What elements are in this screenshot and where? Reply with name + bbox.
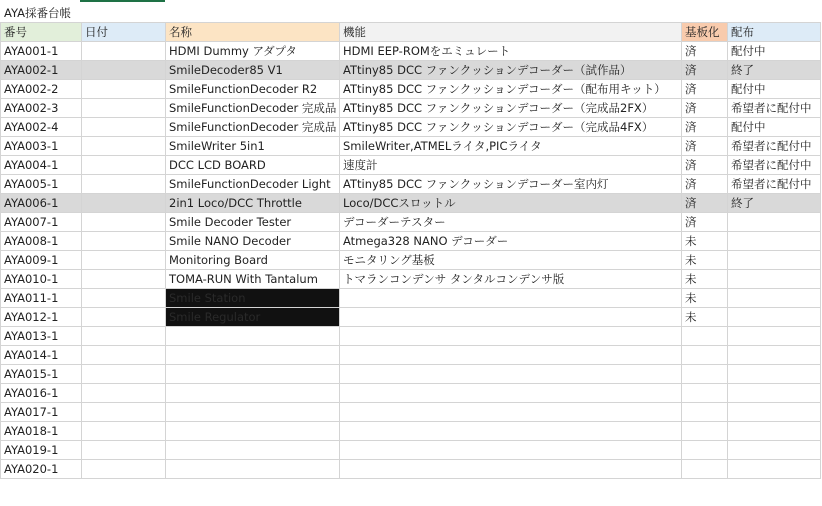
cell-distribution[interactable] xyxy=(728,346,821,365)
cell-id[interactable]: AYA018-1 xyxy=(1,422,82,441)
cell-board[interactable]: 済 xyxy=(682,42,728,61)
cell-function[interactable] xyxy=(340,327,682,346)
table-row xyxy=(1,460,821,479)
cell-id[interactable]: AYA015-1 xyxy=(1,365,82,384)
ledger-table xyxy=(0,22,821,479)
cell-name[interactable] xyxy=(166,384,340,403)
cell-function[interactable]: ATtiny85 DCC ファンクッションデコーダー（完成品2FX） xyxy=(340,99,682,118)
cell-id[interactable]: AYA016-1 xyxy=(1,384,82,403)
table-row xyxy=(1,308,821,327)
cell-distribution[interactable] xyxy=(728,270,821,289)
cell-distribution[interactable] xyxy=(728,327,821,346)
cell-date[interactable] xyxy=(82,118,166,137)
table-row xyxy=(1,270,821,289)
cell-distribution[interactable] xyxy=(728,232,821,251)
cell-id[interactable]: AYA002-2 xyxy=(1,80,82,99)
table-row xyxy=(1,42,821,61)
cell-id[interactable]: AYA020-1 xyxy=(1,460,82,479)
cell-id[interactable]: AYA007-1 xyxy=(1,213,82,232)
header-id[interactable]: 番号 xyxy=(1,23,82,42)
cell-function[interactable]: ATtiny85 DCC ファンクッションデコーダー（配布用キット） xyxy=(340,80,682,99)
table-row xyxy=(1,137,821,156)
cell-id[interactable]: AYA019-1 xyxy=(1,441,82,460)
cell-date[interactable] xyxy=(82,384,166,403)
cell-distribution[interactable]: 配付中 xyxy=(728,42,821,61)
cell-function[interactable] xyxy=(340,384,682,403)
cell-function[interactable]: ATtiny85 DCC ファンクッションデコーダー（完成品4FX） xyxy=(340,118,682,137)
cell-id[interactable]: AYA012-1 xyxy=(1,308,82,327)
cell-name[interactable]: HDMI Dummy アダプタ xyxy=(166,42,340,61)
table-row xyxy=(1,346,821,365)
table-row xyxy=(1,441,821,460)
cell-board[interactable]: 未 xyxy=(682,308,728,327)
cell-date[interactable] xyxy=(82,441,166,460)
cell-function[interactable]: デコーダーテスター xyxy=(340,213,682,232)
cell-id[interactable]: AYA013-1 xyxy=(1,327,82,346)
cell-date[interactable] xyxy=(82,194,166,213)
cell-function[interactable]: Loco/DCCスロットル xyxy=(340,194,682,213)
cell-function[interactable] xyxy=(340,365,682,384)
cell-distribution[interactable] xyxy=(728,384,821,403)
table-row xyxy=(1,232,821,251)
cell-distribution[interactable] xyxy=(728,422,821,441)
cell-board[interactable] xyxy=(682,346,728,365)
cell-distribution[interactable]: 終了 xyxy=(728,194,821,213)
cell-id[interactable]: AYA017-1 xyxy=(1,403,82,422)
cell-function[interactable] xyxy=(340,289,682,308)
cell-function[interactable]: SmileWriter,ATMELライタ,PICライタ xyxy=(340,137,682,156)
cell-function[interactable]: HDMI EEP-ROMをエミュレート xyxy=(340,42,682,61)
cell-board[interactable]: 済 xyxy=(682,80,728,99)
cell-function[interactable]: ATtiny85 DCC ファンクッションデコーダー室内灯 xyxy=(340,175,682,194)
table-row xyxy=(1,327,821,346)
table-row xyxy=(1,213,821,232)
cell-date[interactable] xyxy=(82,80,166,99)
cell-function[interactable]: トマランコンデンサ タンタルコンデンサ版 xyxy=(340,270,682,289)
cell-function[interactable] xyxy=(340,308,682,327)
cell-date[interactable] xyxy=(82,289,166,308)
cell-board[interactable] xyxy=(682,365,728,384)
cell-function[interactable]: モニタリング基板 xyxy=(340,251,682,270)
cell-id[interactable]: AYA004-1 xyxy=(1,156,82,175)
cell-id[interactable]: AYA002-3 xyxy=(1,99,82,118)
cell-id[interactable]: AYA003-1 xyxy=(1,137,82,156)
cell-board[interactable]: 済 xyxy=(682,61,728,80)
ledger-body xyxy=(1,23,821,479)
cell-distribution[interactable] xyxy=(728,213,821,232)
cell-date[interactable] xyxy=(82,232,166,251)
cell-id[interactable]: AYA008-1 xyxy=(1,232,82,251)
table-row xyxy=(1,80,821,99)
cell-name[interactable]: 2in1 Loco/DCC Throttle xyxy=(166,194,340,213)
cell-id[interactable]: AYA010-1 xyxy=(1,270,82,289)
cell-name[interactable]: SmileDecoder85 V1 xyxy=(166,61,340,80)
header-board[interactable]: 基板化 xyxy=(682,23,728,42)
cell-name[interactable]: TOMA-RUN With Tantalum xyxy=(166,270,340,289)
cell-name[interactable]: SmileFunctionDecoder 完成品 xyxy=(166,118,340,137)
cell-name[interactable]: SmileFunctionDecoder R2 xyxy=(166,80,340,99)
cell-date[interactable] xyxy=(82,61,166,80)
cell-board[interactable]: 未 xyxy=(682,232,728,251)
cell-distribution[interactable]: 希望者に配付中 xyxy=(728,156,821,175)
cell-name[interactable]: Monitoring Board xyxy=(166,251,340,270)
table-row xyxy=(1,99,821,118)
cell-board[interactable]: 済 xyxy=(682,194,728,213)
cell-distribution[interactable]: 配付中 xyxy=(728,118,821,137)
cell-name[interactable] xyxy=(166,422,340,441)
cell-date[interactable] xyxy=(82,175,166,194)
cell-board[interactable]: 済 xyxy=(682,156,728,175)
cell-board[interactable]: 未 xyxy=(682,251,728,270)
cell-name[interactable]: Smile NANO Decoder xyxy=(166,232,340,251)
cell-distribution[interactable]: 終了 xyxy=(728,61,821,80)
cell-name[interactable] xyxy=(166,365,340,384)
table-row xyxy=(1,118,821,137)
sheet-title-cell[interactable]: AYA採番台帳 xyxy=(4,6,71,20)
cell-name[interactable]: SmileFunctionDecoder Light xyxy=(166,175,340,194)
cell-distribution[interactable]: 希望者に配付中 xyxy=(728,175,821,194)
cell-function[interactable]: ATtiny85 DCC ファンクッションデコーダー（試作品） xyxy=(340,61,682,80)
cell-board[interactable]: 未 xyxy=(682,270,728,289)
cell-function[interactable] xyxy=(340,441,682,460)
cell-board[interactable]: 済 xyxy=(682,99,728,118)
cell-board[interactable]: 済 xyxy=(682,137,728,156)
cell-date[interactable] xyxy=(82,327,166,346)
cell-distribution[interactable] xyxy=(728,441,821,460)
cell-board[interactable] xyxy=(682,384,728,403)
cell-id[interactable]: AYA006-1 xyxy=(1,194,82,213)
cell-function[interactable] xyxy=(340,403,682,422)
cell-board[interactable]: 済 xyxy=(682,175,728,194)
cell-date[interactable] xyxy=(82,422,166,441)
cell-date[interactable] xyxy=(82,403,166,422)
cell-board[interactable] xyxy=(682,460,728,479)
table-row xyxy=(1,175,821,194)
cell-function[interactable]: 速度計 xyxy=(340,156,682,175)
header-distribution[interactable]: 配布 xyxy=(728,23,821,42)
cell-date[interactable] xyxy=(82,308,166,327)
cell-date[interactable] xyxy=(82,270,166,289)
cell-id[interactable]: AYA014-1 xyxy=(1,346,82,365)
cell-name[interactable]: DCC LCD BOARD xyxy=(166,156,340,175)
cell-board[interactable] xyxy=(682,441,728,460)
cell-name[interactable]: SmileFunctionDecoder 完成品 xyxy=(166,99,340,118)
selected-cell-indicator xyxy=(80,0,165,3)
table-row xyxy=(1,156,821,175)
cell-function[interactable] xyxy=(340,460,682,479)
cell-board[interactable] xyxy=(682,327,728,346)
cell-name[interactable] xyxy=(166,460,340,479)
cell-date[interactable] xyxy=(82,251,166,270)
cell-id[interactable]: AYA002-1 xyxy=(1,61,82,80)
cell-function[interactable]: Atmega328 NANO デコーダー xyxy=(340,232,682,251)
header-function[interactable]: 機能 xyxy=(340,23,682,42)
cell-distribution[interactable]: 配付中 xyxy=(728,80,821,99)
cell-board[interactable] xyxy=(682,403,728,422)
table-row xyxy=(1,422,821,441)
header-date[interactable]: 日付 xyxy=(82,23,166,42)
header-name[interactable]: 名称 xyxy=(166,23,340,42)
cell-id[interactable]: AYA005-1 xyxy=(1,175,82,194)
cell-board[interactable] xyxy=(682,422,728,441)
table-row xyxy=(1,384,821,403)
cell-id[interactable]: AYA002-4 xyxy=(1,118,82,137)
cell-distribution[interactable]: 希望者に配付中 xyxy=(728,99,821,118)
cell-date[interactable] xyxy=(82,346,166,365)
cell-distribution[interactable] xyxy=(728,289,821,308)
cell-distribution[interactable] xyxy=(728,365,821,384)
cell-id[interactable]: AYA001-1 xyxy=(1,42,82,61)
cell-name[interactable]: Smile Decoder Tester xyxy=(166,213,340,232)
cell-date[interactable] xyxy=(82,137,166,156)
cell-name[interactable] xyxy=(166,441,340,460)
table-row xyxy=(1,289,821,308)
cell-name[interactable]: Smile Regulator xyxy=(166,308,340,327)
title-row xyxy=(0,0,822,22)
cell-name[interactable]: SmileWriter 5in1 xyxy=(166,137,340,156)
cell-id[interactable]: AYA009-1 xyxy=(1,251,82,270)
table-row xyxy=(1,403,821,422)
cell-date[interactable] xyxy=(82,460,166,479)
table-row xyxy=(1,194,821,213)
cell-name[interactable] xyxy=(166,346,340,365)
cell-date[interactable] xyxy=(82,42,166,61)
cell-name[interactable] xyxy=(166,327,340,346)
cell-name[interactable] xyxy=(166,403,340,422)
table-row xyxy=(1,251,821,270)
cell-distribution[interactable]: 希望者に配付中 xyxy=(728,137,821,156)
cell-distribution[interactable] xyxy=(728,403,821,422)
cell-distribution[interactable] xyxy=(728,308,821,327)
cell-id[interactable]: AYA011-1 xyxy=(1,289,82,308)
table-row xyxy=(1,365,821,384)
header-row xyxy=(1,23,821,42)
cell-name[interactable]: Smile Station xyxy=(166,289,340,308)
cell-function[interactable] xyxy=(340,346,682,365)
cell-distribution[interactable] xyxy=(728,251,821,270)
cell-date[interactable] xyxy=(82,365,166,384)
cell-date[interactable] xyxy=(82,99,166,118)
cell-board[interactable]: 未 xyxy=(682,289,728,308)
cell-function[interactable] xyxy=(340,422,682,441)
cell-date[interactable] xyxy=(82,156,166,175)
cell-board[interactable]: 済 xyxy=(682,213,728,232)
cell-distribution[interactable] xyxy=(728,460,821,479)
table-row xyxy=(1,61,821,80)
cell-board[interactable]: 済 xyxy=(682,118,728,137)
cell-date[interactable] xyxy=(82,213,166,232)
